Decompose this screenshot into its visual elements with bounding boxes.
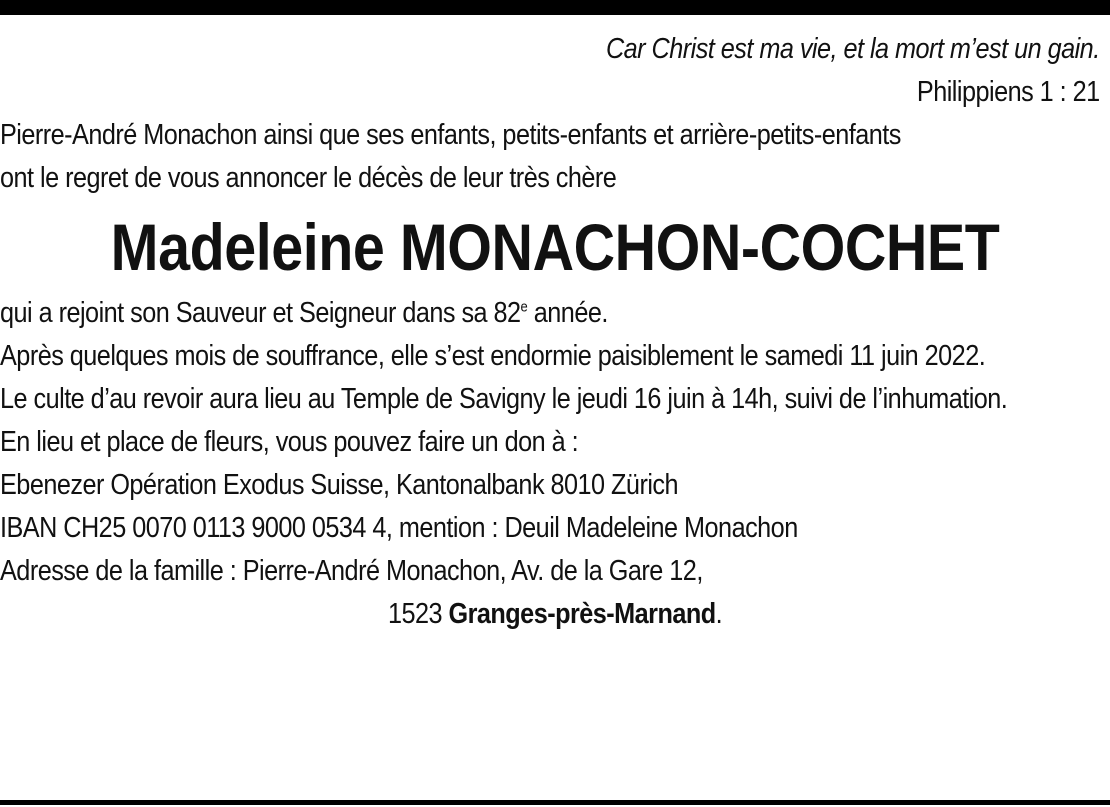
service-paragraph: Le culte d’au revoir aura lieu au Temple de Savigny le jeudi 16 juin à 14h, suivi de l’inhumation. [0,383,1008,415]
postcode: 1523 [387,598,449,630]
family-address-city [0,593,1110,636]
bottom-border-rule [0,800,1110,805]
regret-line: ont le regret de vous annoncer le décès de leur très chère [0,162,617,194]
passing-paragraph: Après quelques mois de souffrance, elle s’est endormie paisiblement le samedi 11 juin 2022. [0,340,986,372]
verse-quote: Car Christ est ma vie, et la mort m’est un gain. [605,33,1100,65]
city-name: Granges-près-Marnand [448,598,716,630]
age-line [0,292,1110,335]
bible-verse [0,28,1110,114]
top-border-rule [0,0,1110,15]
deceased-name: Madeleine MONACHON-COCHET [110,210,1000,284]
family-address: Adresse de la famille : Pierre-André Monachon, Av. de la Gare 12, [0,555,703,587]
donation-iban: IBAN CH25 0070 0113 9000 0534 4, mention : Deuil Madeleine Monachon [0,512,798,544]
donation-organization: Ebenezer Opération Exodus Suisse, Kantonalbank 8010 Zürich [0,469,679,501]
family-announcers: Pierre-André Monachon ainsi que ses enfants, petits-enfants et arrière-petits-enfants [0,119,901,151]
obituary-notice [0,28,1110,636]
age-superscript: e [520,298,528,316]
address-period: . [715,598,723,630]
verse-reference: Philippiens 1 : 21 [916,76,1100,108]
age-text-end: année. [527,297,608,329]
donation-intro: En lieu et place de fleurs, vous pouvez faire un don à : [0,426,579,458]
age-text: qui a rejoint son Sauveur et Seigneur dans sa 82 [0,297,521,329]
